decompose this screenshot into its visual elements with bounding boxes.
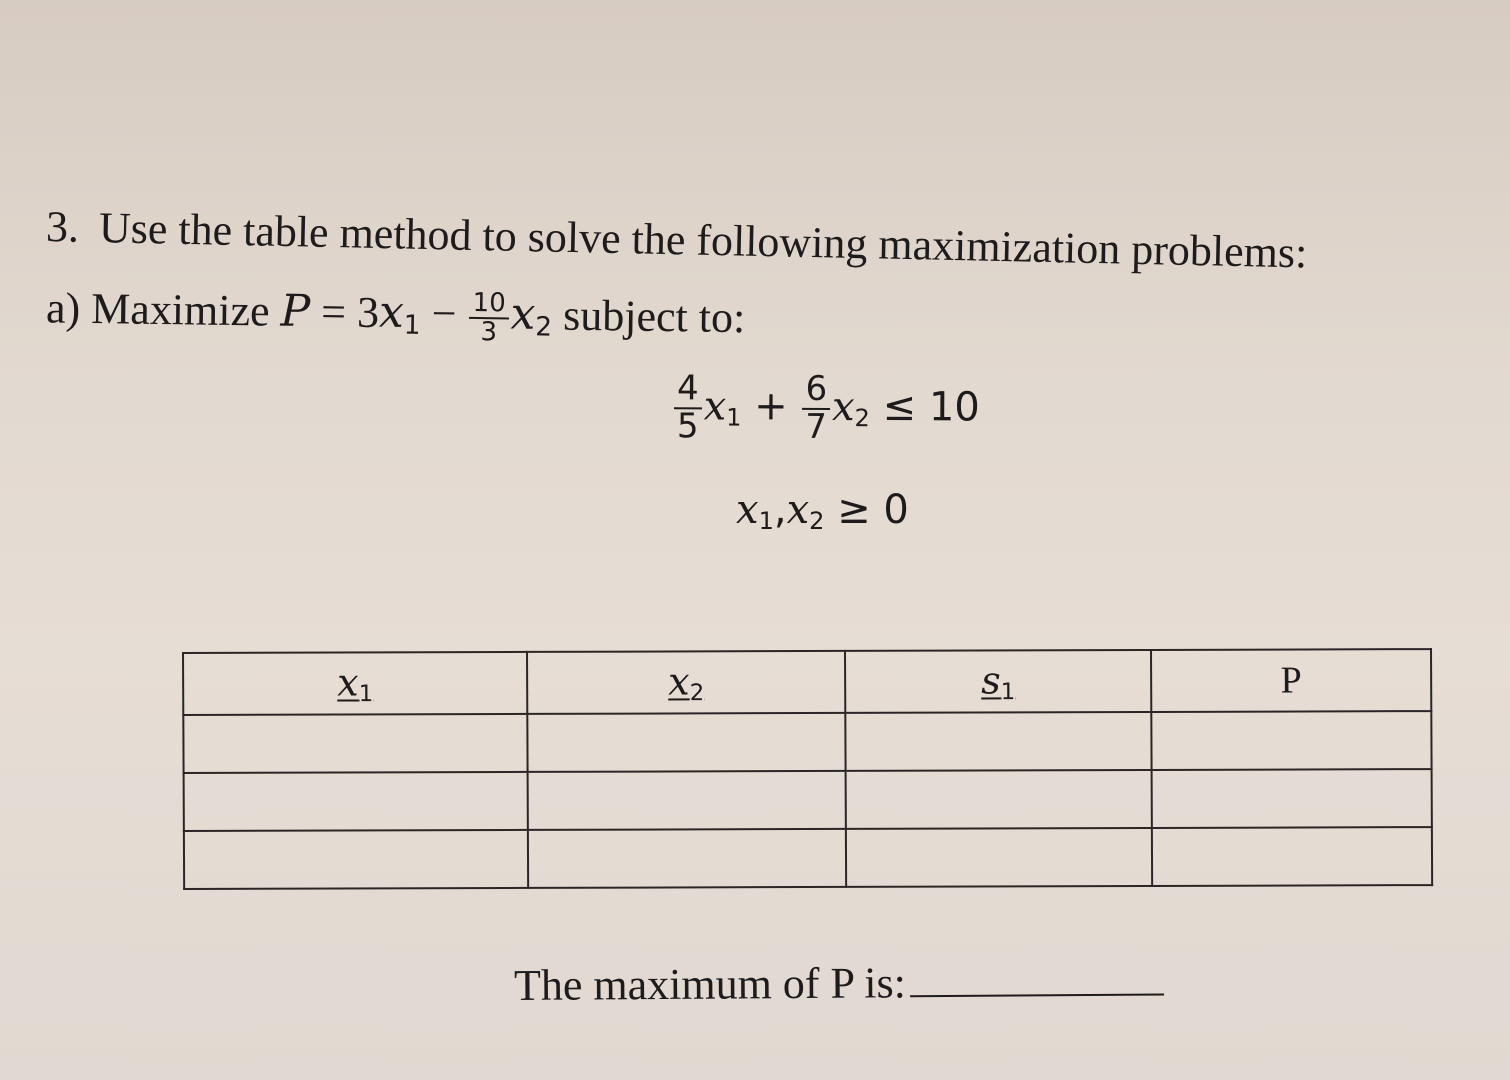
header-x1: $x_1$ [183, 652, 527, 715]
problem-header [45, 202, 1308, 278]
fraction-objective [469, 287, 509, 348]
comma: , [773, 487, 787, 533]
constraint-nonnegativity [736, 487, 909, 535]
fraction-denominator: 3 [480, 317, 498, 348]
nonneg-rhs: 0 [883, 487, 909, 533]
maximum-label: The maximum of P is: [513, 958, 907, 1010]
minus-sign: − [431, 288, 457, 339]
table-row [184, 827, 1432, 889]
table-cell[interactable] [1152, 827, 1432, 886]
variable-x1: $x_1$ [378, 287, 421, 342]
less-equal-sign: ≤ [882, 383, 917, 431]
table-row [184, 769, 1432, 831]
table-cell[interactable] [528, 829, 846, 888]
greater-equal-sign: ≥ [837, 487, 871, 533]
constraint-1 [672, 368, 980, 447]
table-cell[interactable] [527, 713, 845, 772]
problem-instruction: Use the table method to solve the following maximization problems: [98, 203, 1308, 278]
variable-x1: $x_1$ [736, 487, 774, 535]
table-cell[interactable] [846, 770, 1152, 829]
variable-x2: $x_2$ [786, 487, 825, 535]
problem-number: 3. [45, 202, 80, 252]
constraint-rhs: 10 [928, 384, 980, 431]
variable-x2: $x_2$ [510, 288, 553, 344]
variable-x2: $x_2$ [831, 383, 870, 432]
answer-table [182, 648, 1433, 890]
part-label: a) [45, 283, 81, 333]
table-cell[interactable] [1151, 711, 1431, 770]
table-cell[interactable] [846, 828, 1152, 887]
plus-sign: + [754, 383, 788, 430]
fraction-6-7: $\frac{6}{7}$ [802, 372, 830, 446]
table-cell[interactable] [528, 771, 846, 830]
table-cell[interactable] [184, 772, 528, 831]
maximum-answer-line [514, 955, 1164, 1011]
variable-x1: $x_1$ [703, 383, 742, 432]
equals-sign: = [320, 287, 347, 337]
subject-to-label: subject to: [562, 290, 746, 343]
objective-variable: P [280, 285, 311, 338]
answer-table-wrapper [182, 648, 1431, 890]
header-x2: $x_2$ [527, 651, 845, 714]
table-cell[interactable] [183, 714, 527, 773]
table-cell[interactable] [184, 830, 528, 889]
fraction-4-5: $\frac{4}{5}$ [674, 371, 702, 445]
header-p: P [1151, 649, 1431, 712]
answer-blank[interactable] [910, 991, 1164, 997]
objective-line [46, 284, 746, 350]
table-cell[interactable] [1152, 769, 1432, 828]
objective-prefix: Maximize [90, 284, 270, 336]
table-row [183, 711, 1431, 773]
fraction-numerator: 10 [469, 290, 508, 320]
header-s1: $s_1$ [845, 650, 1151, 713]
table-cell[interactable] [845, 712, 1151, 771]
coefficient-x1: 3 [356, 287, 380, 338]
table-header-row [183, 649, 1431, 715]
